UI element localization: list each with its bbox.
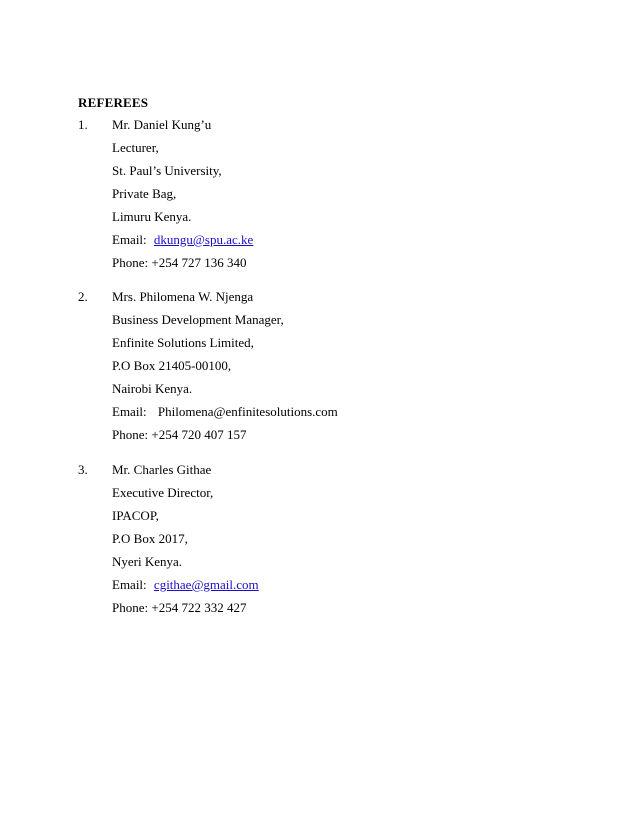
referee-organization: IPACOP, <box>112 508 159 523</box>
referee-title: Business Development Manager, <box>112 312 284 327</box>
email-label: Email: <box>112 404 147 419</box>
email-label: Email: <box>112 232 147 247</box>
referee-location: Nyeri Kenya. <box>112 554 183 569</box>
referee-name: Mr. Daniel Kung’u <box>112 117 212 132</box>
referee-organization: St. Paul’s University, <box>112 163 222 178</box>
referee-number: 2. <box>78 289 88 304</box>
page-title: REFEREES <box>78 95 149 110</box>
referee-email-line <box>112 574 259 597</box>
referee-number: 3. <box>78 462 88 477</box>
referee-email-line <box>112 401 338 424</box>
referee-address: Private Bag, <box>112 186 177 201</box>
referee-location: Limuru Kenya. <box>112 209 192 224</box>
email-link[interactable]: cgithae@gmail.com <box>153 577 259 592</box>
referee-title: Lecturer, <box>112 140 159 155</box>
referee-organization: Enfinite Solutions Limited, <box>112 335 254 350</box>
email-text: Philomena@enfinitesolutions.com <box>157 404 338 419</box>
referee-phone: Phone: +254 722 332 427 <box>112 600 247 615</box>
referee-phone: Phone: +254 727 136 340 <box>112 255 247 270</box>
referee-location: Nairobi Kenya. <box>112 381 193 396</box>
referee-title: Executive Director, <box>112 485 214 500</box>
referee-phone: Phone: +254 720 407 157 <box>112 427 247 442</box>
referee-name: Mrs. Philomena W. Njenga <box>112 289 254 304</box>
referee-number: 1. <box>78 117 88 132</box>
referee-email-line <box>112 229 253 252</box>
referee-address: P.O Box 21405-00100, <box>112 358 232 373</box>
referee-address: P.O Box 2017, <box>112 531 188 546</box>
email-link[interactable]: dkungu@spu.ac.ke <box>153 232 254 247</box>
email-label: Email: <box>112 577 147 592</box>
referee-name: Mr. Charles Githae <box>112 462 212 477</box>
